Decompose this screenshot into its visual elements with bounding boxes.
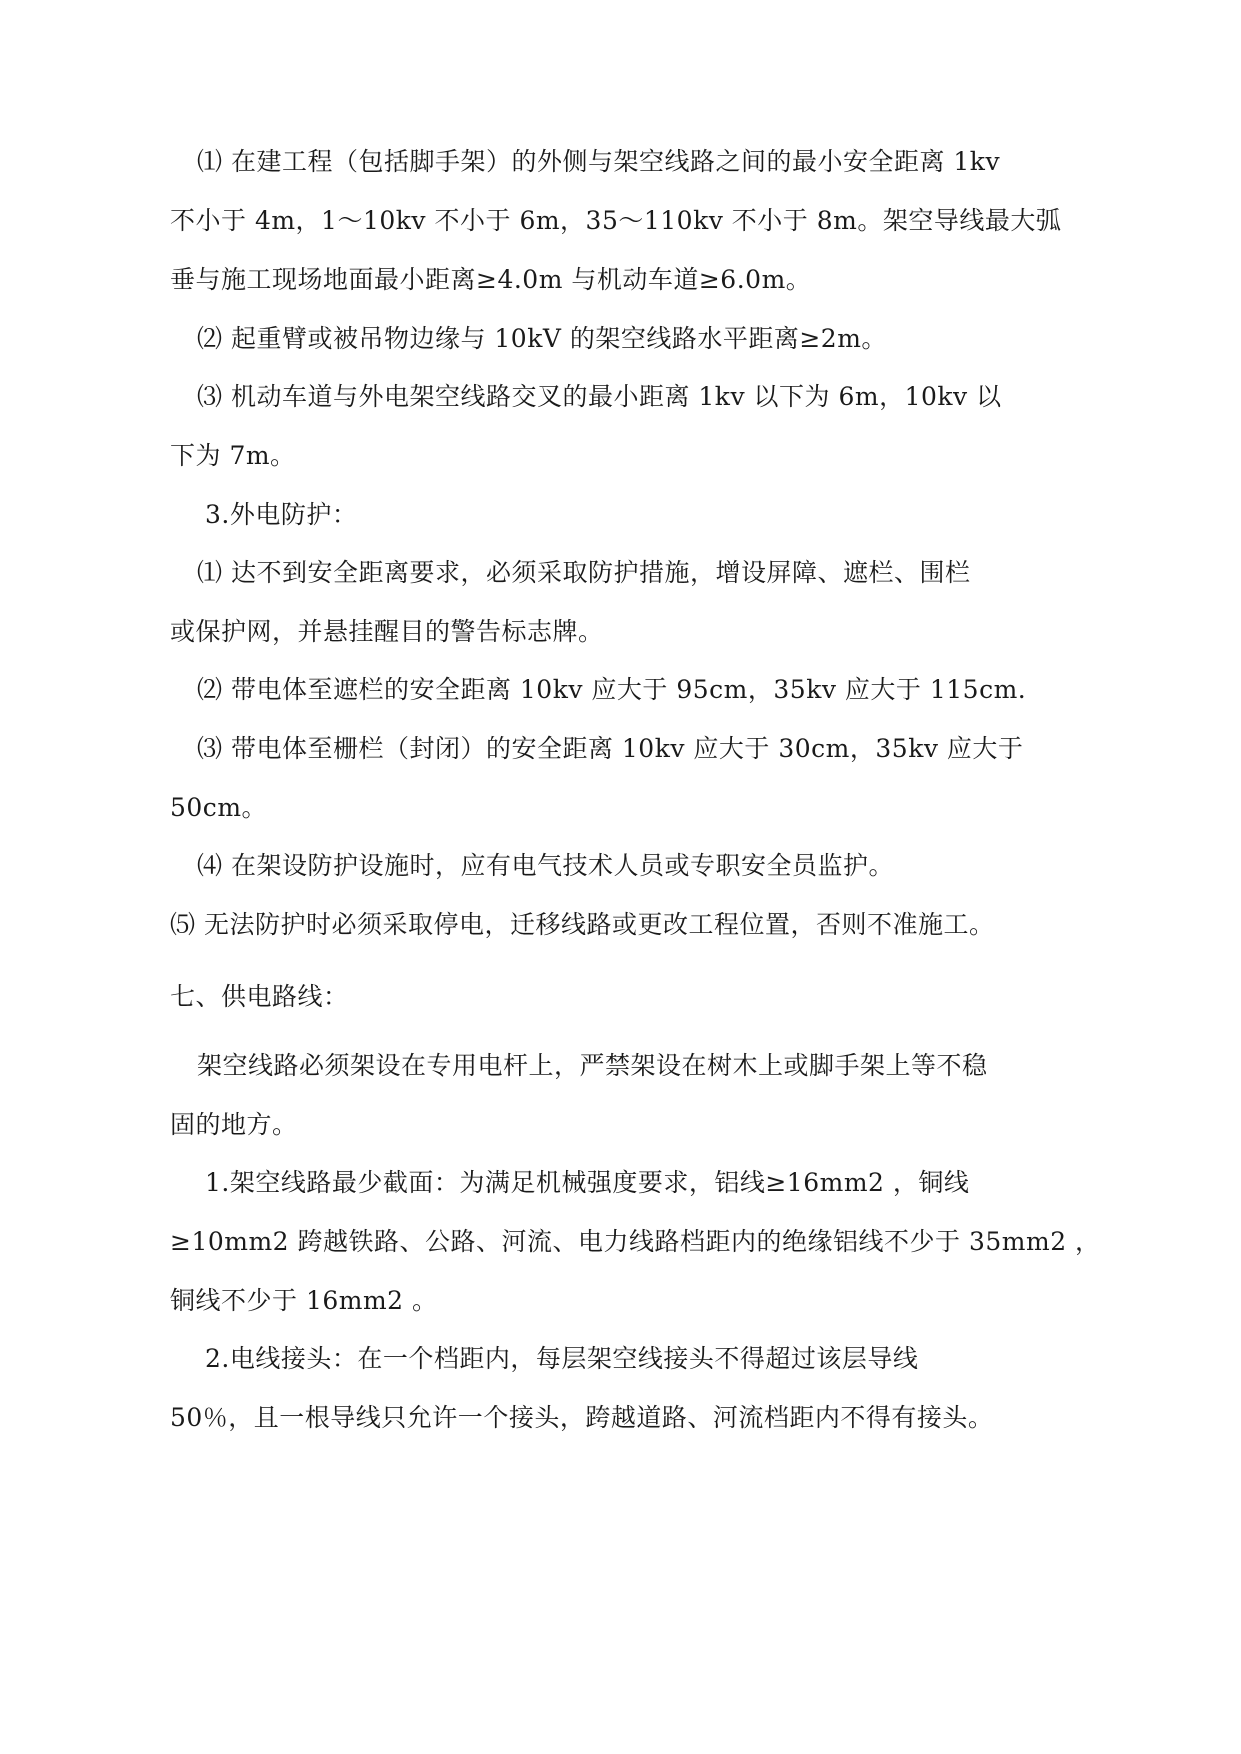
- text-line: 不小于 4m，1～10kv 不小于 6m，35～110kv 不小于 8m。架空导线最大弧: [170, 206, 1062, 235]
- text-line: ⑸ 无法防护时必须采取停电，迁移线路或更改工程位置，否则不准施工。: [170, 910, 995, 939]
- text-line: 垂与施工现场地面最小距离≥4.0m 与机动车道≥6.0m。: [170, 265, 812, 294]
- section-heading: 3.外电防护：: [205, 500, 358, 529]
- text-line: ⑵ 带电体至遮栏的安全距离 10kv 应大于 95cm，35kv 应大于 115cm.: [197, 675, 1027, 704]
- text-line: 1.架空线路最少截面：为满足机械强度要求，铝线≥16mm2 ，铜线: [205, 1168, 970, 1197]
- text-line: 架空线路必须架设在专用电杆上，严禁架设在树木上或脚手架上等不稳: [197, 1051, 988, 1080]
- text-line: ⑴ 达不到安全距离要求，必须采取防护措施，增设屏障、遮栏、围栏: [197, 558, 971, 587]
- text-line: ⑷ 在架设防护设施时，应有电气技术人员或专职安全员监护。: [197, 851, 894, 880]
- text-line: 50％，且一根导线只允许一个接头，跨越道路、河流档距内不得有接头。: [170, 1403, 994, 1432]
- text-line: ⑴ 在建工程（包括脚手架）的外侧与架空线路之间的最小安全距离 1kv: [197, 147, 1001, 176]
- text-line: ⑶ 机动车道与外电架空线路交叉的最小距离 1kv 以下为 6m，10kv 以: [197, 382, 1002, 411]
- text-line: 铜线不少于 16mm2 。: [170, 1286, 438, 1315]
- chapter-heading: 七、供电路线：: [170, 982, 349, 1011]
- text-line: 下为 7m。: [170, 441, 296, 470]
- text-line: 固的地方。: [170, 1110, 298, 1139]
- text-line: 50cm。: [170, 793, 268, 822]
- text-line: 2.电线接头：在一个档距内，每层架空线接头不得超过该层导线: [205, 1344, 919, 1373]
- text-line: ⑵ 起重臂或被吊物边缘与 10kV 的架空线路水平距离≥2m。: [197, 324, 887, 353]
- text-line: ≥10mm2 跨越铁路、公路、河流、电力线路档距内的绝缘铝线不少于 35mm2 ，: [170, 1227, 1101, 1256]
- text-line: ⑶ 带电体至栅栏（封闭）的安全距离 10kv 应大于 30cm，35kv 应大于: [197, 734, 1024, 763]
- text-line: 或保护网，并悬挂醒目的警告标志牌。: [170, 617, 604, 646]
